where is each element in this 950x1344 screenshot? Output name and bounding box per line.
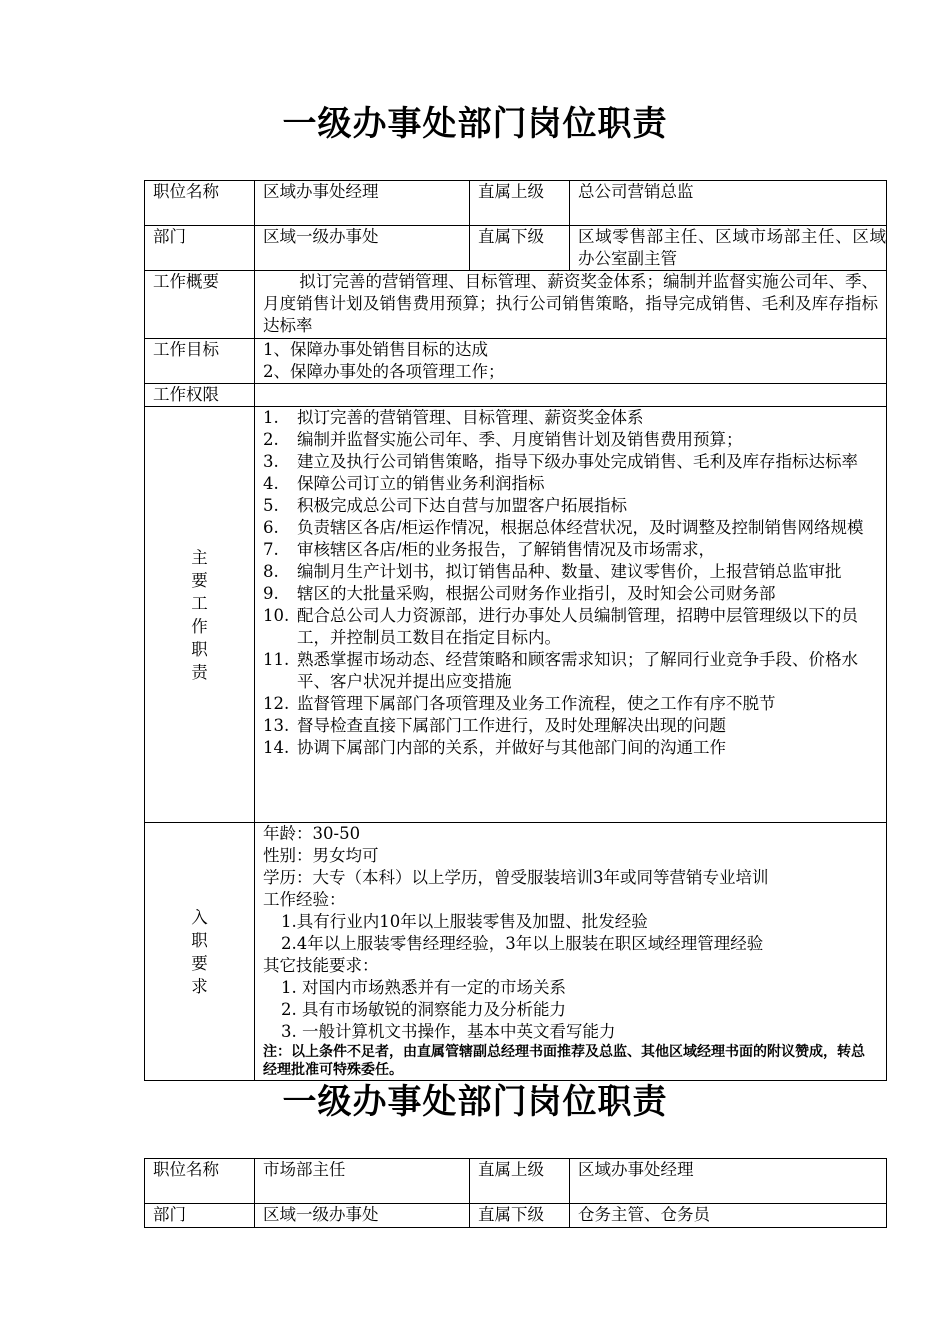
- overview-text: 拟订完善的营销管理、目标管理、薪资奖金体系；编制并监督实施公司年、季、月度销售计划及销售费用预算；执行公司销售策略，指导完成销售、毛利及库存指标达标率: [255, 271, 887, 339]
- position-label: 职位名称: [145, 1159, 255, 1204]
- superior-value: 区域办事处经理: [570, 1159, 887, 1204]
- req-age: 年龄：30-50: [263, 824, 361, 843]
- superior-value: 总公司营销总监: [570, 181, 887, 226]
- department-value: 区域一级办事处: [255, 226, 470, 271]
- goal-label: 工作目标: [145, 339, 255, 384]
- department-label: 部门: [145, 1204, 255, 1228]
- req-gender: 性别：男女均可: [263, 846, 379, 865]
- overview-label: 工作概要: [145, 271, 255, 339]
- req-skill-item: 1. 对国内市场熟悉并有一定的市场关系: [281, 978, 566, 997]
- goal-item: 2、保障办事处的各项管理工作；: [263, 362, 505, 381]
- goal-row: [145, 339, 887, 384]
- req-note: 注：以上条件不足者，由直属管辖副总经理书面推荐及总监、其他区域经理书面的附议赞成，转总经理批准可特殊委任。: [263, 1044, 865, 1078]
- list-item: 11. 熟悉掌握市场动态、经营策略和顾客需求知识；了解同行业竞争手段、价格水平、客户状况并提出应变措施: [263, 650, 858, 691]
- list-item: 12. 监督管理下属部门各项管理及业务工作流程，使之工作有序不脱节: [263, 694, 776, 713]
- list-item: 2. 编制并监督实施公司年、季、月度销售计划及销售费用预算；: [263, 430, 743, 449]
- authority-value: [255, 384, 887, 407]
- department-row: [145, 226, 887, 271]
- job-description-table-2: [144, 1158, 887, 1228]
- duties-row: [145, 407, 887, 823]
- overview-row: [145, 271, 887, 339]
- position-row: [145, 1159, 887, 1204]
- list-item: 13. 督导检查直接下属部门工作进行，及时处理解决出现的问题: [263, 716, 726, 735]
- position-label: 职位名称: [145, 181, 255, 226]
- list-item: 1. 拟订完善的营销管理、目标管理、薪资奖金体系: [263, 408, 644, 427]
- subordinate-label: 直属下级: [470, 226, 570, 271]
- req-education: 学历：大专（本科）以上学历，曾受服装培训3年或同等营销专业培训: [263, 868, 769, 887]
- department-value: 区域一级办事处: [255, 1204, 470, 1228]
- list-item: 6. 负责辖区各店/柜运作情况，根据总体经营状况，及时调整及控制销售网络规模: [263, 518, 864, 537]
- list-item: 8. 编制月生产计划书，拟订销售品种、数量、建议零售价，上报营销总监审批: [263, 562, 842, 581]
- page-title: 一级办事处部门岗位职责: [282, 104, 668, 144]
- subordinate-label: 直属下级: [470, 1204, 570, 1228]
- req-skill-item: 2. 具有市场敏锐的洞察能力及分析能力: [281, 1000, 566, 1019]
- department-row: [145, 1204, 887, 1228]
- req-skills-heading: 其它技能要求：: [263, 956, 379, 975]
- duties-list: [263, 407, 886, 759]
- list-item: 5. 积极完成总公司下达自营与加盟客户拓展指标: [263, 496, 627, 515]
- authority-label: 工作权限: [145, 384, 255, 407]
- list-item: 14. 协调下属部门内部的关系，并做好与其他部门间的沟通工作: [263, 738, 726, 757]
- page-title-2: 一级办事处部门岗位职责: [282, 1082, 668, 1122]
- requirements-row: [145, 823, 887, 1081]
- position-value: 市场部主任: [255, 1159, 470, 1204]
- duties-list-cell: [255, 407, 887, 823]
- goal-item: 1、保障办事处销售目标的达成: [263, 340, 488, 359]
- requirements-label: 入 职 要 求: [145, 823, 255, 1081]
- list-item: 9. 辖区的大批量采购，根据公司财务作业指引，及时知会公司财务部: [263, 584, 776, 603]
- list-item: 4. 保障公司订立的销售业务利润指标: [263, 474, 545, 493]
- goal-list: [255, 339, 887, 384]
- department-label: 部门: [145, 226, 255, 271]
- job-description-table: [144, 180, 887, 1081]
- duties-label: 主 要 工 作 职 责: [145, 407, 255, 823]
- req-experience-item: 1.具有行业内10年以上服装零售及加盟、批发经验: [281, 912, 648, 931]
- req-experience-item: 2.4年以上服装零售经理经验，3年以上服装在职区域经理管理经验: [281, 934, 764, 953]
- position-value: 区域办事处经理: [255, 181, 470, 226]
- position-row: [145, 181, 887, 226]
- superior-label: 直属上级: [470, 181, 570, 226]
- req-skill-item: 3. 一般计算机文书操作，基本中英文看写能力: [281, 1022, 616, 1041]
- req-experience-heading: 工作经验：: [263, 890, 346, 909]
- requirements-cell: [255, 823, 887, 1081]
- list-item: 7. 审核辖区各店/柜的业务报告，了解销售情况及市场需求，: [263, 540, 716, 559]
- subordinate-value: 仓务主管、仓务员: [570, 1204, 887, 1228]
- list-item: 3. 建立及执行公司销售策略，指导下级办事处完成销售、毛利及库存指标达标率: [263, 452, 858, 471]
- superior-label: 直属上级: [470, 1159, 570, 1204]
- subordinate-value: 区域零售部主任、区域市场部主任、区域办公室副主管: [570, 226, 887, 271]
- authority-row: [145, 384, 887, 407]
- list-item: 10. 配合总公司人力资源部，进行办事处人员编制管理，招聘中层管理级以下的员工，并控制员工数目在指定目标内。: [263, 606, 858, 647]
